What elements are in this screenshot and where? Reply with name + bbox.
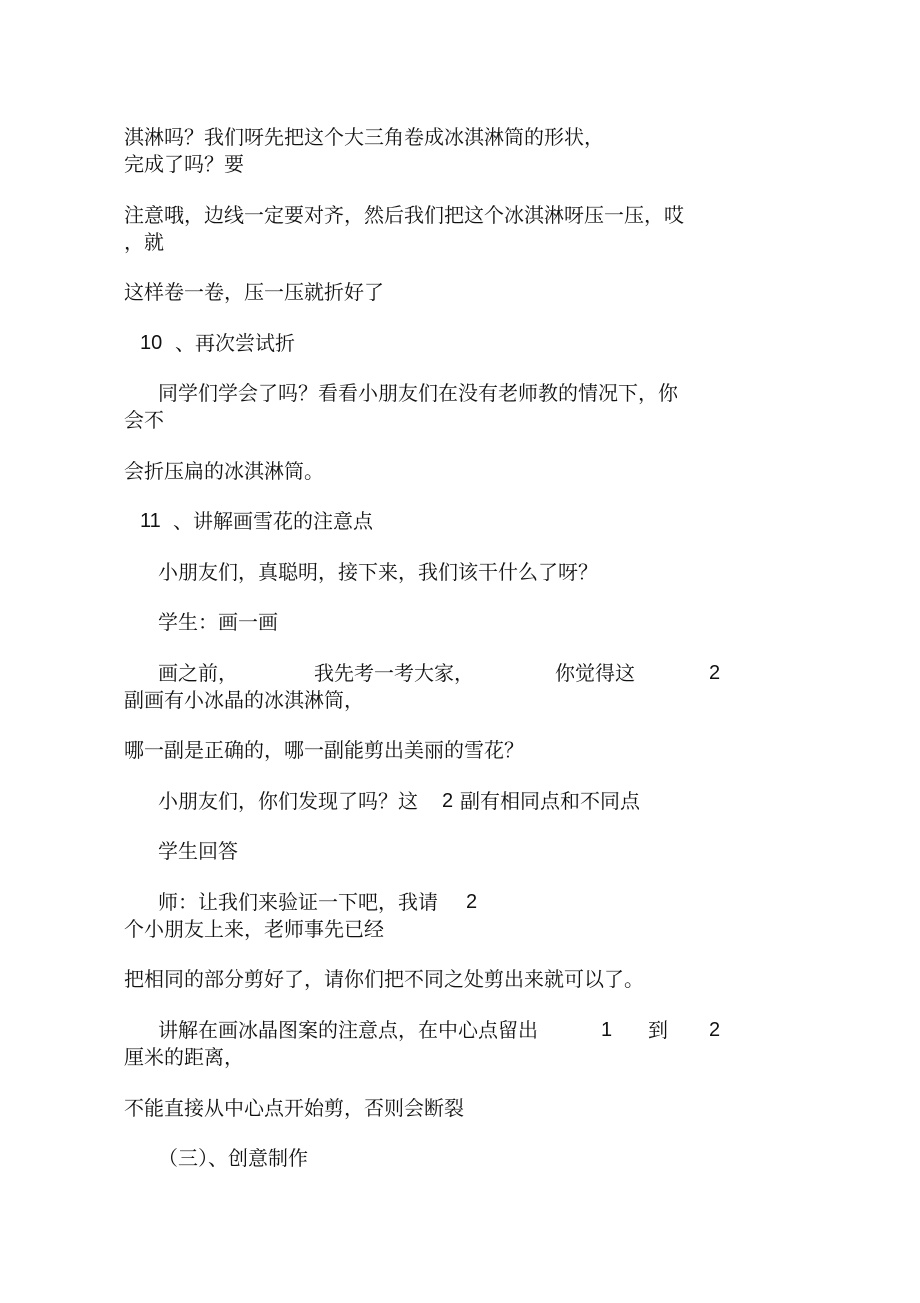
text-line	[124, 916, 384, 942]
text-line	[158, 609, 278, 635]
text-segment: 淇淋吗？我们呀先把这个大三角卷成冰淇淋筒的形状，	[124, 125, 604, 149]
text-segment: 你觉得这	[555, 661, 635, 685]
text-line	[124, 229, 164, 255]
text-segment: 到	[648, 1018, 668, 1042]
text-segment: 同学们学会了吗？看看小朋友们在没有老师教的情况下，你	[158, 381, 678, 405]
section-heading	[140, 508, 440, 534]
text-line	[158, 838, 238, 864]
text-segment: 会不	[124, 408, 164, 432]
text-segment: 2	[709, 662, 721, 684]
text-line	[124, 966, 644, 992]
section-heading	[140, 330, 440, 356]
text-line	[124, 1044, 244, 1070]
section-title: 、再次尝试折	[175, 331, 295, 355]
text-line	[158, 660, 728, 686]
section-number: 10	[140, 332, 163, 354]
text-line	[158, 788, 658, 814]
text-line	[124, 202, 684, 228]
text-line	[158, 889, 498, 915]
text-segment: 画之前，	[158, 661, 238, 685]
text-segment: 小朋友们，真聪明，接下来，我们该干什么了呀？	[158, 560, 598, 584]
text-segment: 2	[442, 790, 454, 812]
section-title: （三）、创意制作	[158, 1146, 308, 1170]
text-segment: 讲解在画冰晶图案的注意点，在中心点留出	[158, 1018, 538, 1042]
text-line	[124, 151, 244, 177]
text-line	[158, 1017, 728, 1043]
text-segment: 这样卷一卷，压一压就折好了	[124, 280, 384, 304]
text-segment: 学生回答	[158, 839, 238, 863]
section-heading	[158, 1145, 308, 1171]
text-segment: 个小朋友上来，老师事先已经	[124, 917, 384, 941]
text-segment: ，就	[124, 230, 164, 254]
text-line	[124, 458, 324, 484]
text-segment: 会折压扁的冰淇淋筒。	[124, 459, 324, 483]
text-line	[124, 687, 364, 713]
text-segment: 师：让我们来验证一下吧，我请	[158, 890, 438, 914]
section-number: 11	[140, 510, 161, 532]
text-segment: 副有相同点和不同点	[460, 789, 640, 813]
text-segment: 学生：画一画	[158, 610, 278, 634]
text-line	[124, 124, 604, 150]
text-line	[124, 279, 384, 305]
text-line	[124, 737, 524, 763]
text-segment: 小朋友们，你们发现了吗？这	[158, 789, 418, 813]
text-segment: 哪一副是正确的，哪一副能剪出美丽的雪花？	[124, 738, 524, 762]
text-line	[158, 559, 598, 585]
text-segment: 2	[709, 1019, 721, 1041]
text-segment: 不能直接从中心点开始剪，否则会断裂	[124, 1096, 464, 1120]
text-segment: 把相同的部分剪好了，请你们把不同之处剪出来就可以了。	[124, 967, 644, 991]
text-segment: 副画有小冰晶的冰淇淋筒，	[124, 688, 364, 712]
text-segment: 完成了吗？要	[124, 152, 244, 176]
text-line	[124, 407, 164, 433]
text-segment: 我先考一考大家，	[314, 661, 474, 685]
text-segment: 2	[466, 891, 478, 913]
section-title: 、讲解画雪花的注意点	[173, 509, 373, 533]
text-line	[124, 1095, 464, 1121]
text-segment: 厘米的距离，	[124, 1045, 244, 1069]
text-segment: 1	[601, 1019, 613, 1041]
text-line	[158, 380, 678, 406]
text-segment: 注意哦，边线一定要对齐，然后我们把这个冰淇淋呀压一压，哎	[124, 203, 684, 227]
